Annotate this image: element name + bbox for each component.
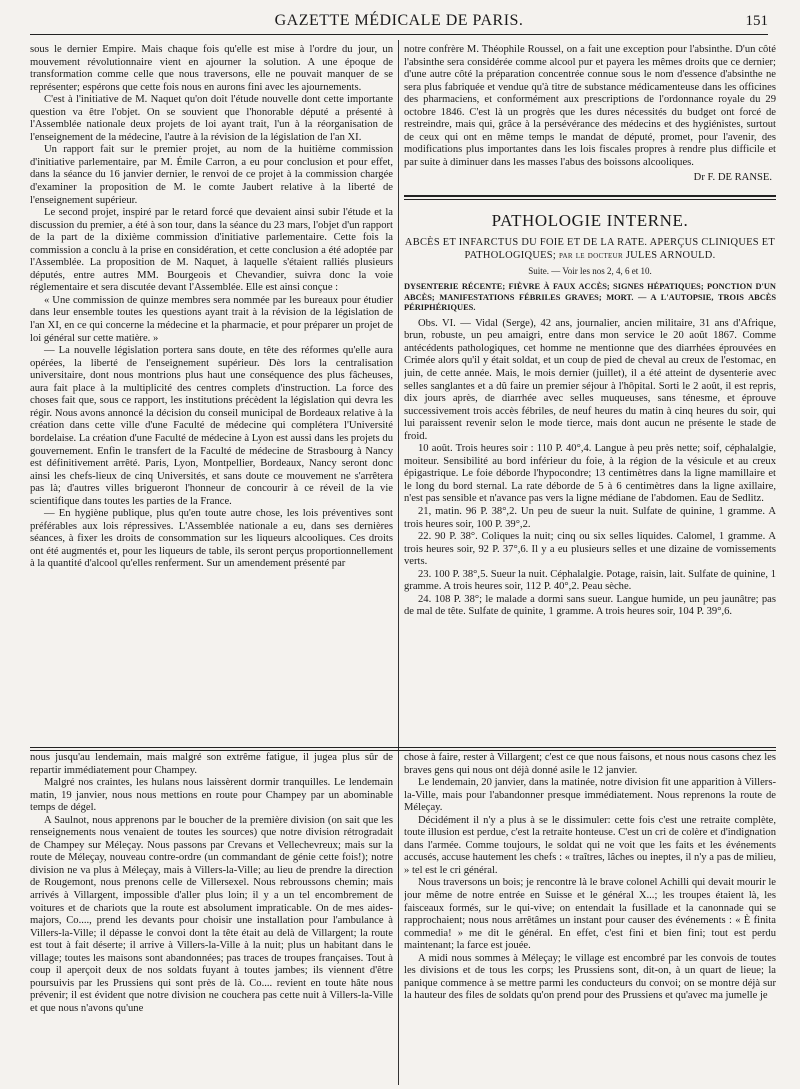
page-header xyxy=(30,8,768,35)
paragraph: chose à faire, rester à Villargent; c'est ce que nous faisons, et nous nous casons chez les braves gens qui nous ont déjà donné asile le 12 janvier. xyxy=(404,752,776,776)
page-number: 151 xyxy=(745,13,768,29)
journal-title: GAZETTE MÉDICALE DE PARIS. xyxy=(274,12,524,29)
paragraph: A midi nous sommes à Méleçay; le village est encombré par les convois de toutes les divisions et de tous les corps; les Prussiens sont, dit-on, à un quart de lieue; la panique commence à se mettre parmi les conducteurs du convoi; on se montre déjà sur la hauteur des files de soldats qu'on prend pour des Prussiens et qu'avec ma jumelle je xyxy=(404,952,776,1002)
section-divider xyxy=(404,195,776,200)
paragraph: Obs. VI. — Vidal (Serge), 42 ans, journalier, ancien militaire, 31 ans d'Afrique, brun, robuste, un peu amaigri, entre dans mon service le 20 août 1867. Comme antécédents pathologiques, cet homme ne mentionne que des diarrhées éprouvées en Crimée alors qu'il y était soldat, et un coup de pied de cheval au creux de l'estomac, en juin, de cette année. Mais, le mois dernier (juillet), il a été atteint de dysenterie avec selles sanglantes et a dû faire un premier séjour à l'hôpital. Sorti le 2 août, il est repris, dix jours après, de diarrhée avec selles muqueuses, sans ténesme, et éprouve successivement trois accès fébriles, de neuf heures du matin à cinq heures du soir, qui lui paraissent revenir selon le mode tierce, mais dont aucun ne présente le stade de froid. xyxy=(404,317,776,442)
paragraph: 10 août. Trois heures soir : 110 P. 40°,4. Langue à peu près nette; soif, céphalalgie, moiteur. Sensibilité au bord inférieur du foie, à la région de la vésicule et au creux épigastrique. Le foie déborde l'hypocondre; 13 centimètres dans la ligne mamillaire et le long du bord sternal. La rate déborde de 5 à 6 centimètres dans la ligne axillaire, n'est pas sensible et n'avance pas vers la ligne médiane de l'abdomen. Eau de Sedlitz. xyxy=(404,443,776,505)
paragraph: — En hygiène publique, plus qu'en toute autre chose, les lois préventives sont préférables aux lois répressives. L'Assemblée nationale a eu, dans ses dernières séances, à fixer les droits de consommation sur les liqueurs alcooliques. Ces droits ont été augmentés et, pour les liqueurs de table, ils seront perçus proportionnellement à la quantité d'alcool qu'elles renferment. Sur un amendement présenté par xyxy=(30,508,393,570)
paragraph: Le lendemain, 20 janvier, dans la matinée, notre division fit une apparition à Villers-la-Ville, mais pour l'abandonner presque immédiatement. Nous reprenons la route de Méleçay. xyxy=(404,777,776,814)
feuilleton-column-2 xyxy=(404,752,776,1087)
article-title: ABCÈS ET INFARCTUS DU FOIE ET DE LA RATE. APERÇUS CLINIQUES ET PATHOLOGIQUES; par le docteur JULES ARNOULD. xyxy=(404,237,776,262)
feuilleton-divider xyxy=(30,747,776,751)
paragraph: Décidément il n'y a plus à se le dissimuler: cette fois c'est une retraite complète, toute illusion est perdue, c'est la retraite honteuse. C'est un cri de colère et d'indignation dans l'armée. Comme toujours, le soldat qui ne voit que les faits et les événements accusés, accuse hautement les chefs : « traîtres, lâches ou ineptes, il n'y a pas de milieu, » tel est le cri général. xyxy=(404,814,776,876)
section-title: PATHOLOGIE INTERNE. xyxy=(491,211,689,231)
paragraph: — La nouvelle législation portera sans doute, en tête des réformes qu'elle aura opérées, la liberté de l'enseignement supérieur. Dès lors la centralisation universitaire, dont nous montrions plus haut une conséquence des plus fâcheuses, aura fait place à la multiplicité des centres complets d'instruction. La force des choses fait que, sous ce rapport, les institutions précèdent la législation qui devra les régir. Nous avons annoncé la décision du conseil municipal de Bordeaux relative à la création dans cette ville d'une Faculté de médecine qui complétera l'Université bordelaise. La création d'une Faculté de médecine à Lyon est aussi dans les projets du gouvernement. Enfin le transfert de la Faculté de médecine de Strasbourg à Nancy est définitivement arrêté. Paris, Lyon, Montpellier, Bordeaux, Nancy seront donc ainsi les chefs-lieux de cinq Universités, et sans doute ce mouvement ne s'arrêtera pas là; d'autres villes brigueront l'honneur de concourir à ce réveil de la vie scientifique dans toutes les parties de la France. xyxy=(30,345,393,507)
paragraph: sous le dernier Empire. Mais chaque fois qu'elle est mise à l'ordre du jour, un mouvement révolutionnaire vient en ajourner la solution. A une époque de transformation comme celle que nous traversons, elle ne pouvait manquer de se représenter; espérons que cette fois nous en aurons fini avec les ajournements. xyxy=(30,44,393,93)
paragraph: 23. 100 P. 38°,5. Sueur la nuit. Céphalalgie. Potage, raisin, lait. Sulfate de quinine, 1 gramme. A trois heures soir, 112 P. 40°,2. Peau sèche. xyxy=(404,568,776,593)
feuilleton-column-1 xyxy=(30,752,393,1087)
paragraph: nous jusqu'au lendemain, mais malgré son extrême fatigue, il jugea plus sûr de repartir immédiatement pour Champey. xyxy=(30,752,393,776)
paragraph: 21, matin. 96 P. 38°,2. Un peu de sueur la nuit. Sulfate de quinine, 1 gramme. A trois heures soir, 100 P. 39°,2. xyxy=(404,506,776,530)
paragraph: C'est à l'initiative de M. Naquet qu'on doit l'étude nouvelle dont cette importante question va être l'objet. On se souvient que l'honorable député a présenté à l'Assemblée nationale deux projets de loi ayant trait, l'un à la réorganisation de l'enseignement de la médecine, l'autre à la révision de la législation de l'an XI. xyxy=(30,94,393,143)
paragraph: Nous traversons un bois; je rencontre là le brave colonel Achilli qui devait mourir le jour même de notre entrée en Suisse et le général X...; les troupes étaient là, les faisceaux formés, sur le qui-vive; on entendait la fusillade et la canonnade qui se rapprochaient; nous nous arrêtâmes un instant pour causer des événements : « È finita commedia! » me dit le général. En effet, c'est fini et bien fini; tout est perdu maintenant; la farce est jouée. xyxy=(404,877,776,952)
paragraph: Malgré nos craintes, les hulans nous laissèrent dormir tranquilles. Le lendemain matin, 19 janvier, nous nous mettions en route pour Champey par un abominable temps de dégel. xyxy=(30,777,393,814)
case-summary: DYSENTERIE RÉCENTE; FIÈVRE À FAUX ACCÈS; SIGNES HÉPATIQUES; PONCTION D'UN ABCÈS; MANIFESTATIONS FÉBRILES GRAVES; MORT. — A L'AUTOPSIE, TROIS ABCÈS PÉRIPHÉRIQUES. xyxy=(404,282,776,313)
article-continuation-note: Suite. — Voir les nos 2, 4, 6 et 10. xyxy=(528,266,652,277)
paragraph: A Saulnot, nous apprenons par le boucher de la première division (on sait que les renseignements nous venaient de toutes les sources) que notre division rétrogradait de Champey sur Méleçay. Nous passons par Crevans et Vellechevreux; mais sur la route de Méleçay, nouveau contre-ordre (un commandant de génie cette fois!); notre division ne va plus à Méleçay, mais à Villers-la-Ville; au lieu de prendre la direction de Rougemont, nous prenons celle de Villersexel. Nous rebroussons chemin; mais arrivés à Villargent, impossible d'aller plus loin; il y a un tel encombrement de voitures et de chariots que la route est absolument impraticable. On de mes aides-majors, Co...., prend les devants pour choisir une installation pour l'ambulance à Villers-la-Ville; il dépasse le convoi dont la tête était au delà de Villargent; la route est tout à fait déserte; il arrive à Villers-la-Ville à la nuit; plus un habitant dans le village; toutes les maisons sont abandonnées; pas traces de troupes françaises. Tout à coup il aperçoit deux de nos soldats fuyant à toutes jambes; ils viennent d'être poursuivis par les Prussiens qui sont près de là. Co.... revient en toute hâte nous prévenir; il est évident que notre division ne couchera pas cette nuit à Villers-la-Ville et que nous n'avons qu'une xyxy=(30,814,393,1014)
author-signature: Dr F. DE RANSE. xyxy=(693,172,772,184)
paragraph: 24. 108 P. 38°; le malade a dormi sans sueur. Langue humide, un peu jaunâtre; pas de mal de tête. Sulfate de quinite, 1 gramme. A trois heures soir, 104 P. 39°,6. xyxy=(404,593,776,618)
paragraph: Un rapport fait sur le premier projet, au nom de la huitième commission d'initiative parlementaire, par M. Émile Carron, a eu pour conclusion et pour effet, dans la séance du 16 janvier dernier, le renvoi de ce projet à la commission chargée d'examiner la proposition de M. le comte Jaubert relative à la liberté de l'enseignement supérieur. xyxy=(30,144,393,206)
paragraph: notre confrère M. Théophile Roussel, on a fait une exception pour l'absinthe. D'un côté l'absinthe sera considérée comme alcool pur et payera les mêmes droits que ce dernier; d'une autre côté la préparation concentrée connue sous le nom d'essence d'absinthe ne sera plus fabriquée et vendue qu'à titre de substance médicamenteuse dans les officines des pharmaciens, et conformément aux prescriptions de l'ordonnance royale du 29 octobre 1846. C'est là un progrès que les dures nécessités du budget ont forcé de restreindre, mais qui, grâce à la persévérance des médecins et des hygiénistes, surtout de ceux qui ont en même temps le mandat de député, promet, pour l'avenir, des modifications plus importantes dans les lois fiscales propres à rendre plus difficile et par suite à diminuer dans les masses l'abus des boissons alcooliques. xyxy=(404,44,776,168)
column-divider xyxy=(398,40,399,1085)
column-2 xyxy=(404,44,776,744)
paragraph: 22. 90 P. 38°. Coliques la nuit; cinq ou six selles liquides. Calomel, 1 gramme. A trois heures soir, 92 P. 37°,6. Il y a eu plusieurs selles et une dizaine de vomissements verts. xyxy=(404,531,776,568)
paragraph: « Une commission de quinze membres sera nommée par les bureaux pour étudier dans leur ensemble toutes les questions ayant trait à la révision de la législation de l'an XI, en ce qui concerne la médecine et la pharmacie, et pour préparer un projet de loi général sur cette matière. » xyxy=(30,294,393,344)
paragraph: Le second projet, inspiré par le retard forcé que devaient ainsi subir l'étude et la discussion du premier, a été à son tour, dans la séance du 23 mars, l'objet d'un rapport de la part de la dixième commission d'initiative parlementaire. Cette fois la commission a conclu à la prise en considération, et cette conclusion a été adoptée par l'Assemblée. La proposition de M. Naquet, à laquelle s'étaient ralliés plusieurs députés, entre autres MM. Bourgeois et Chevandier, suivra donc la voie réglementaire et sera discutée devant l'Assemblée. Elle est ainsi conçue : xyxy=(30,207,393,294)
column-1 xyxy=(30,44,393,744)
